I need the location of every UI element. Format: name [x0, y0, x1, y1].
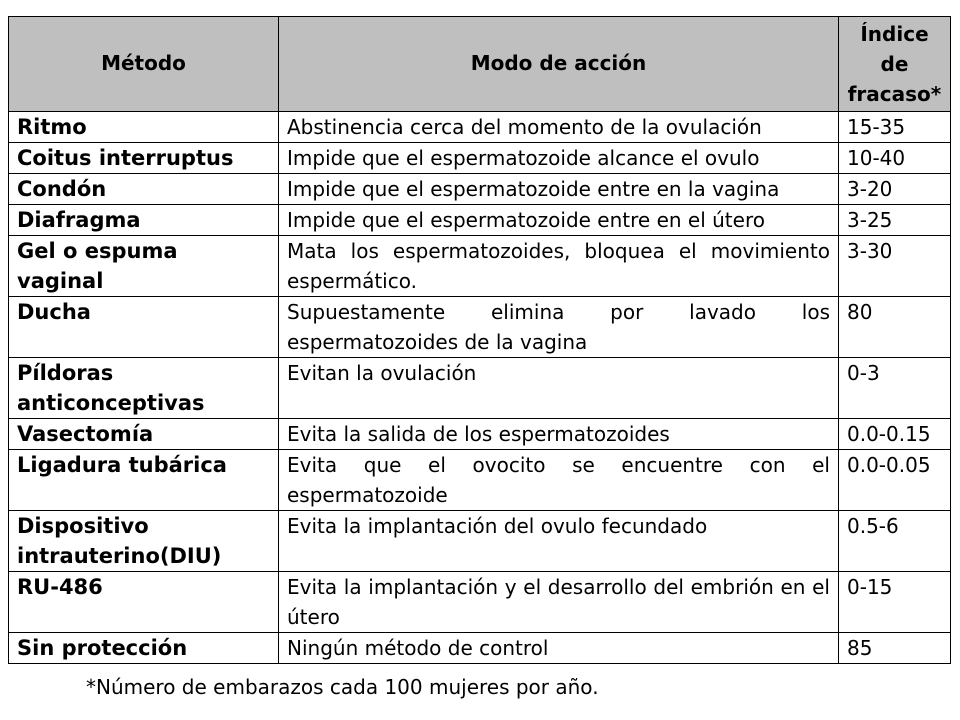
method-cell: Píldoras anticonceptivas [9, 358, 279, 419]
rate-cell: 0-15 [839, 572, 951, 633]
table-row [9, 112, 951, 143]
method-cell: RU-486 [9, 572, 279, 633]
action-cell: Evita la salida de los espermatozoides [279, 419, 839, 450]
action-cell: Evita la implantación del ovulo fecundado [279, 511, 839, 572]
method-cell: Ritmo [9, 112, 279, 143]
action-cell: Evitan la ovulación [279, 358, 839, 419]
method-cell: Sin protección [9, 633, 279, 664]
method-cell: Dispositivo intrauterino(DIU) [9, 511, 279, 572]
footnote: *Número de embarazos cada 100 mujeres por año. [86, 675, 599, 699]
table-row [9, 143, 951, 174]
table-header-row [9, 17, 951, 112]
action-cell: Ningún método de control [279, 633, 839, 664]
action-cell: Supuestamente elimina por lavado los espermatozoides de la vagina [279, 297, 839, 358]
rate-cell: 3-25 [839, 205, 951, 236]
table-row [9, 236, 951, 297]
action-cell: Impide que el espermatozoide alcance el ovulo [279, 143, 839, 174]
method-cell: Vasectomía [9, 419, 279, 450]
method-cell: Diafragma [9, 205, 279, 236]
rate-cell: 0.0-0.05 [839, 450, 951, 511]
table-row [9, 205, 951, 236]
method-cell: Gel o espuma vaginal [9, 236, 279, 297]
table-row [9, 450, 951, 511]
action-cell: Impide que el espermatozoide entre en la vagina [279, 174, 839, 205]
action-cell: Evita que el ovocito se encuentre con el espermatozoide [279, 450, 839, 511]
rate-cell: 10-40 [839, 143, 951, 174]
table-row [9, 358, 951, 419]
action-cell: Evita la implantación y el desarrollo del embrión en el útero [279, 572, 839, 633]
action-cell: Abstinencia cerca del momento de la ovulación [279, 112, 839, 143]
header-action: Modo de acción [279, 17, 839, 112]
method-cell: Condón [9, 174, 279, 205]
contraceptive-methods-table-container [8, 16, 950, 664]
rate-cell: 80 [839, 297, 951, 358]
method-cell: Coitus interruptus [9, 143, 279, 174]
table-row [9, 419, 951, 450]
rate-cell: 3-20 [839, 174, 951, 205]
rate-cell: 3-30 [839, 236, 951, 297]
table-row [9, 297, 951, 358]
header-method: Método [9, 17, 279, 112]
table-row [9, 572, 951, 633]
table-row [9, 174, 951, 205]
table-row [9, 511, 951, 572]
rate-cell: 85 [839, 633, 951, 664]
action-cell: Mata los espermatozoides, bloquea el movimiento espermático. [279, 236, 839, 297]
rate-cell: 0-3 [839, 358, 951, 419]
action-cell: Impide que el espermatozoide entre en el útero [279, 205, 839, 236]
table-row [9, 633, 951, 664]
method-cell: Ligadura tubárica [9, 450, 279, 511]
rate-cell: 0.0-0.15 [839, 419, 951, 450]
method-cell: Ducha [9, 297, 279, 358]
rate-cell: 0.5-6 [839, 511, 951, 572]
contraceptive-methods-table [8, 16, 951, 664]
rate-cell: 15-35 [839, 112, 951, 143]
header-failure-rate: Índice de fracaso* [839, 17, 951, 112]
